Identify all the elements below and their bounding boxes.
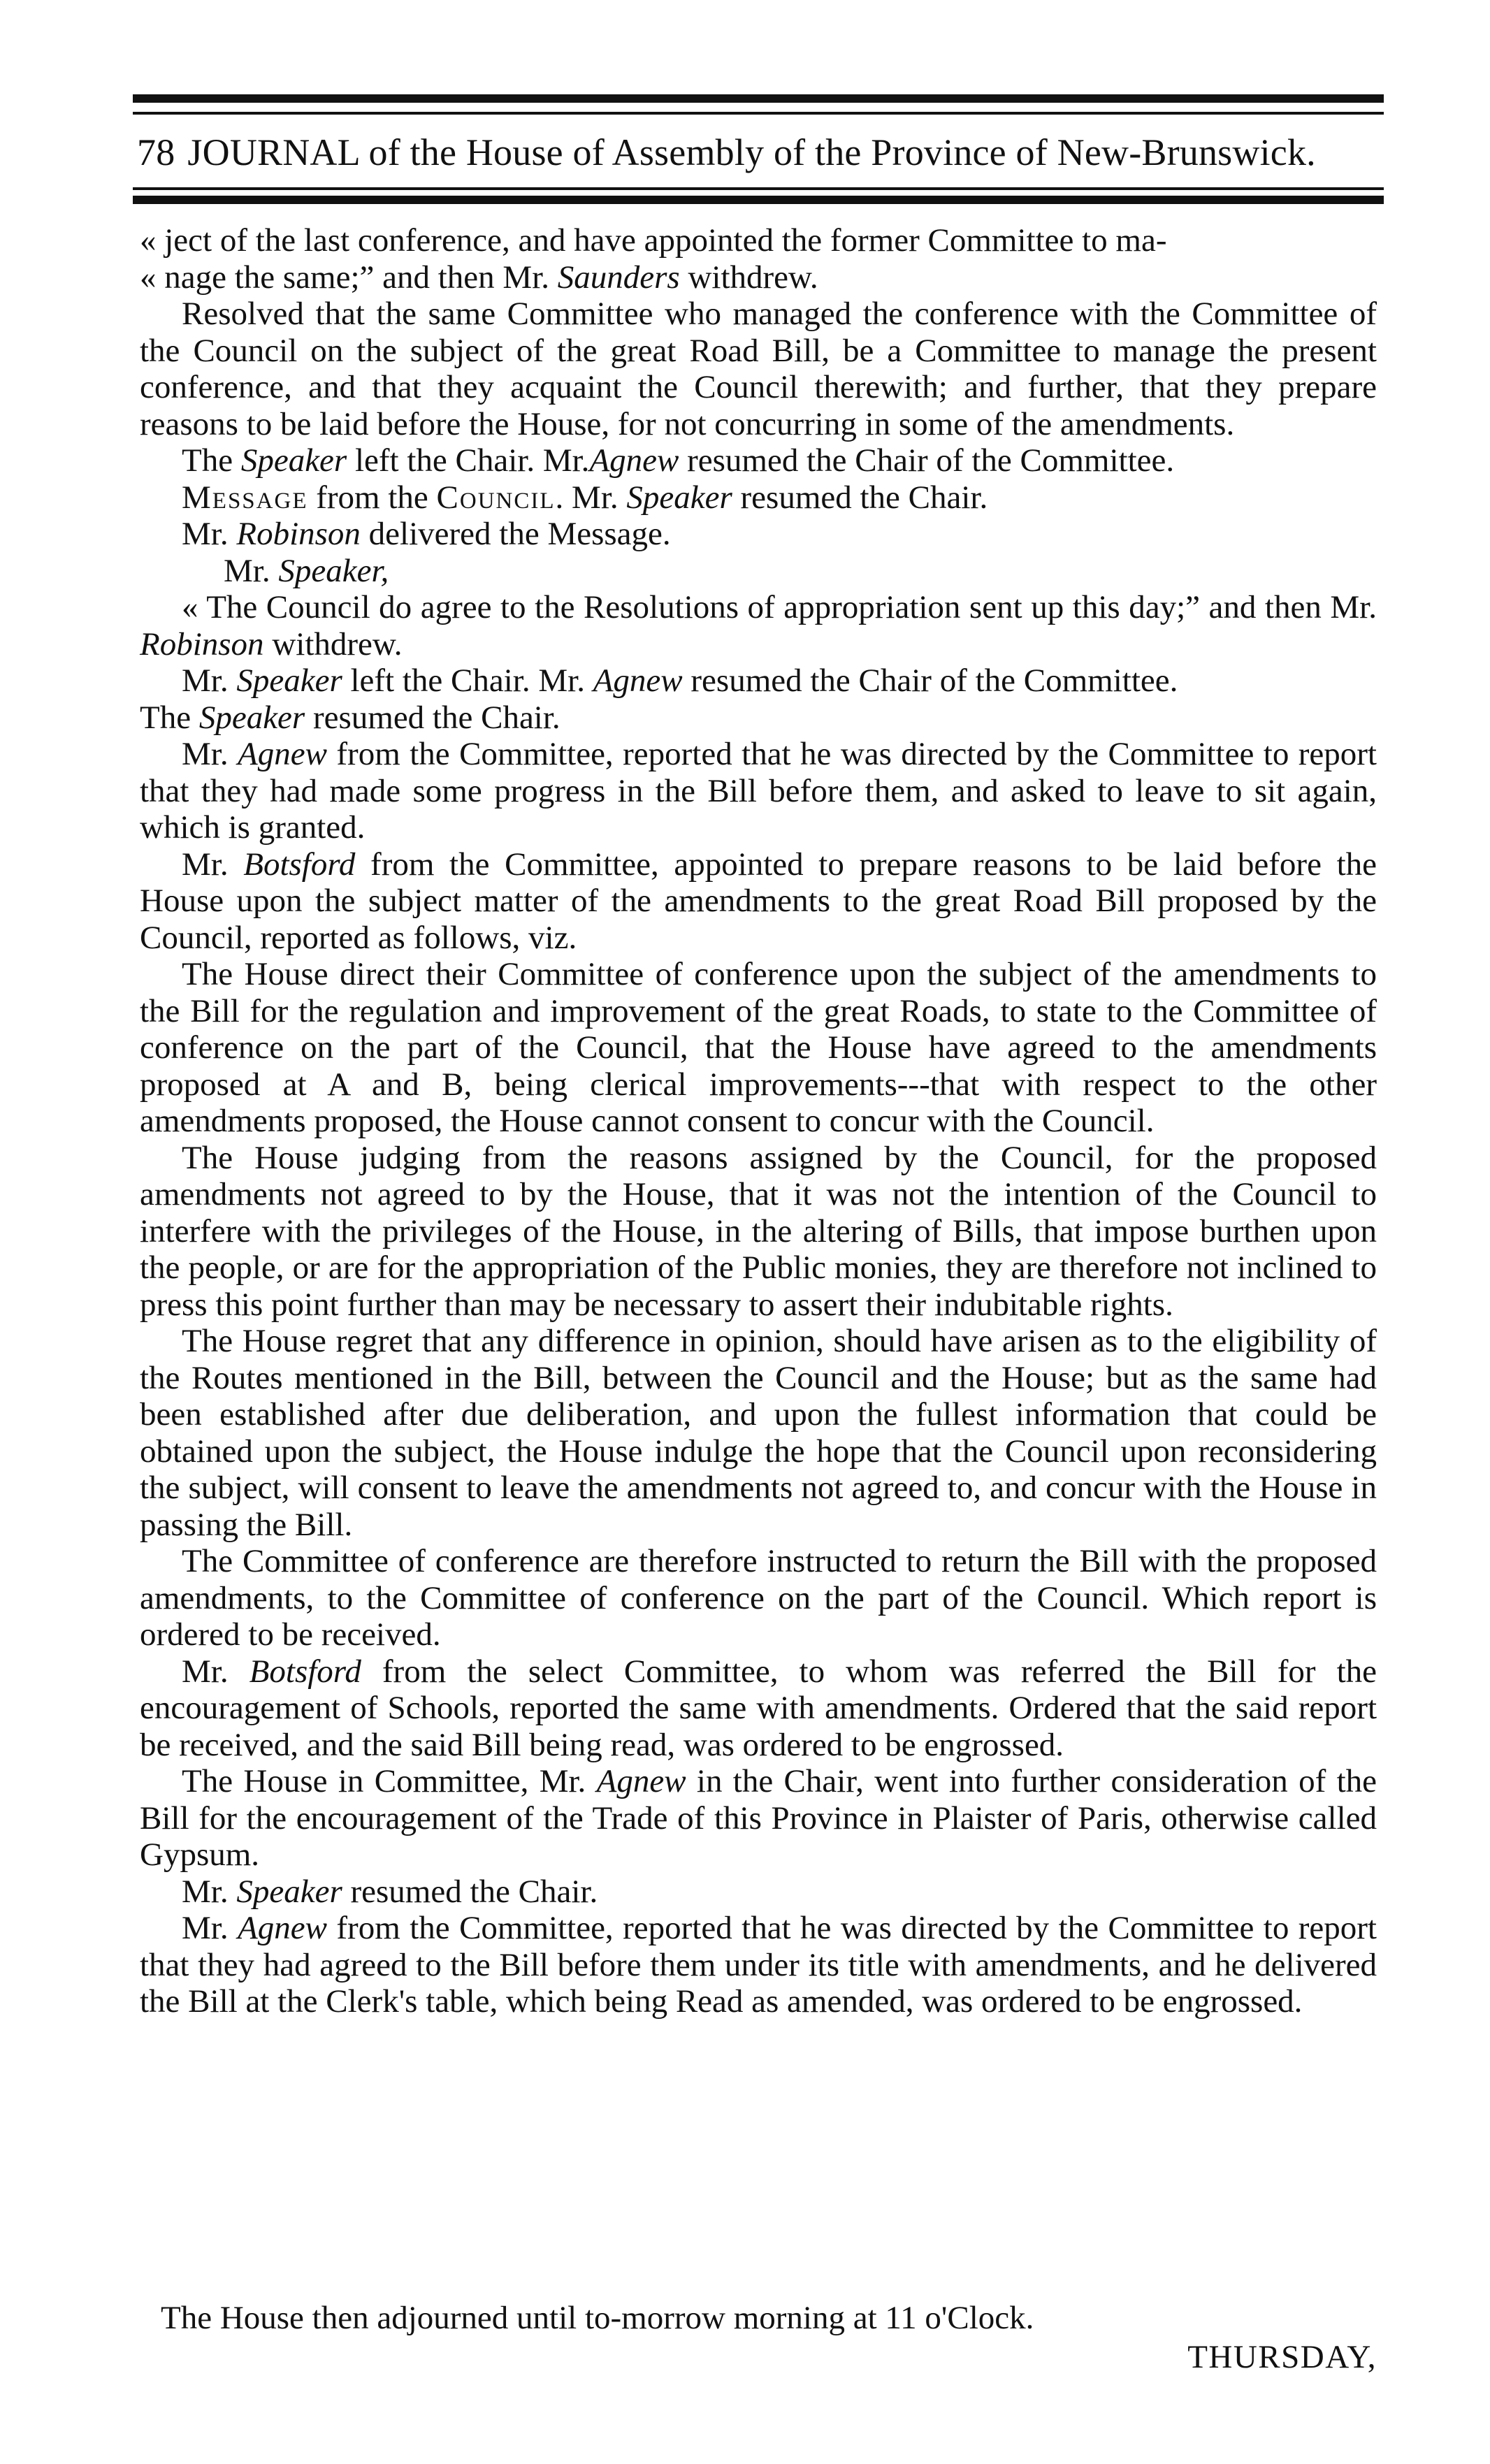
journal-paragraph (140, 956, 1377, 1140)
journal-paragraph (140, 442, 1377, 479)
paragraph-text: « nage the same;” and then Mr. (140, 259, 558, 296)
journal-paragraph (140, 222, 1377, 259)
paragraph-text: in the Chair, went into further consideration of the Bill for the encouragement of the Trade of this Province in Plaister of Paris, otherwise called Gypsum. (140, 1763, 1377, 1873)
paragraph-text: delivered the Message. (360, 516, 671, 552)
journal-paragraph (140, 296, 1377, 442)
name-italic: Robinson (236, 516, 361, 552)
paragraph-text: The Committee of conference are therefore instructed to return the Bill with the proposed amendments, to the Committee of conference on the part of the Council. Which report is ordered to be received. (140, 1543, 1377, 1653)
journal-paragraph (140, 846, 1377, 957)
name-italic: Speaker (198, 699, 305, 736)
name-italic: Robinson (140, 625, 264, 662)
paragraph-text: Resolved that the same Committee who managed the conference with the Committee of the Council on the subject of the great Road Bill, be a Committee to manage the present conference, and that they acquaint the Council therewith; and further, that they prepare reasons to be laid before the House, for not concurring in some of the amendments. (140, 296, 1377, 442)
name-italic: Speaker (240, 442, 347, 479)
paragraph-text: withdrew. (263, 625, 403, 662)
header-rule-thick-top (133, 94, 1384, 103)
journal-paragraph (140, 1140, 1377, 1324)
paragraph-text: . Mr. (555, 479, 627, 516)
paragraph-text: Mr. (182, 516, 237, 552)
journal-paragraph (140, 1763, 1377, 1874)
journal-paragraph (140, 589, 1377, 662)
journal-paragraph (140, 479, 1377, 516)
journal-paragraph (140, 1653, 1377, 1764)
journal-paragraph (140, 1874, 1377, 1911)
name-italic: Speaker (236, 1873, 342, 1910)
name-italic: Speaker (626, 479, 732, 516)
journal-paragraph (140, 1543, 1377, 1653)
paragraph-text: The House regret that any difference in opinion, should have arisen as to the eligibility of the Routes mentioned in the Bill, between the Council and the House; but as the same had been established after due deliberation, and upon the fullest information that could be obtained upon the subject, the House indulge the hope that the Council upon reconsidering the subject, will consent to leave the amendments not agreed to, and concur with the House in passing the Bill. (140, 1323, 1377, 1543)
journal-paragraph (140, 516, 1377, 553)
journal-paragraph (140, 1910, 1377, 2020)
name-italic: Speaker (236, 662, 342, 699)
journal-paragraph (140, 259, 1377, 296)
header-rule-thin-top (133, 112, 1384, 115)
paragraph-text: from the select Committee, to whom was referred the Bill for the encouragement of Schools, reported the same with amendments. Ordered that the said report be received, and the said Bill being read, was ordered to be engrossed. (140, 1653, 1377, 1763)
header-rule-thick-bottom (133, 196, 1384, 204)
paragraph-text: Mr. (182, 1910, 238, 1946)
running-title: JOURNAL of the House of Assembly of the Province of New-Brunswick. (187, 131, 1316, 173)
small-caps-text: Message (182, 479, 308, 516)
header-rule-thin-bottom (133, 187, 1384, 190)
paragraph-text: left the Chair. Mr. (342, 662, 593, 699)
name-italic: Saunders (557, 259, 680, 296)
paragraph-text: « ject of the last conference, and have appointed the former Committee to ma- (140, 222, 1167, 259)
journal-paragraph (140, 662, 1377, 700)
paragraph-text: Mr. (182, 846, 244, 883)
journal-paragraph (140, 736, 1377, 846)
paragraph-text: resumed the Chair of the Committee. (679, 442, 1175, 479)
journal-body (140, 222, 1377, 2020)
paragraph-text: from the Committee, reported that he was directed by the Committee to report that they had agreed to the Bill before them under its title with amendments, and he delivered the Bill at the Clerk's table, which being Read as amended, was ordered to be engrossed. (140, 1910, 1377, 2020)
paragraph-text: The House in Committee, Mr. (182, 1763, 597, 1799)
paragraph-text: from the Committee, reported that he was directed by the Committee to report that they had made some progress in the Bill before them, and asked to leave to sit again, which is granted. (140, 736, 1377, 846)
paragraph-text: The (140, 699, 199, 736)
paragraph-text: resumed the Chair. (342, 1873, 598, 1910)
small-caps-text: Council (436, 479, 556, 516)
paragraph-text: The House direct their Committee of conference upon the subject of the amendments to the Bill for the regulation and improvement of the great Roads, to state to the Committee of conference on the part of the Council, that the House have agreed to the amendments proposed at A and B, being clerical improvements---that with respect to the other amendments proposed, the House cannot consent to concur with the Council. (140, 956, 1377, 1139)
name-italic: Botsford (249, 1653, 361, 1690)
paragraph-text: Mr. (182, 1873, 237, 1910)
name-italic: Agnew (238, 736, 327, 772)
adjournment-line: The House then adjourned until to-morrow morning at 11 o'Clock. (161, 2300, 1034, 2336)
name-italic: Botsford (243, 846, 356, 883)
name-italic: Speaker, (278, 552, 389, 589)
name-italic: Agnew (238, 1910, 327, 1946)
paragraph-text: left the Chair. Mr. (347, 442, 590, 479)
name-italic: Agnew (589, 442, 679, 479)
page-number: 78 (137, 131, 175, 173)
journal-paragraph (140, 553, 1377, 590)
paragraph-text: from the (308, 479, 437, 516)
name-italic: Agnew (593, 662, 683, 699)
paragraph-text: Mr. (182, 1653, 249, 1690)
catchword: THURSDAY, (1187, 2339, 1377, 2375)
paragraph-text: Mr. (182, 736, 238, 772)
paragraph-text: Mr. (224, 552, 279, 589)
journal-paragraph (140, 700, 1377, 737)
paragraph-text: resumed the Chair. (732, 479, 988, 516)
paragraph-text: The (182, 442, 241, 479)
paragraph-text: The House judging from the reasons assigned by the Council, for the proposed amendments not agreed to by the House, that it was not the intention of the Council to interfere with the privileges of the House, in the altering of Bills, that impose burthen upon the people, or are for the appropriation of the Public monies, they are therefore not inclined to press this point further than may be necessary to assert their indubitable rights. (140, 1139, 1377, 1323)
running-header (137, 124, 1381, 180)
paragraph-text: resumed the Chair. (305, 699, 560, 736)
name-italic: Agnew (596, 1763, 686, 1799)
paragraph-text: withdrew. (679, 259, 818, 296)
paragraph-text: from the Committee, appointed to prepare reasons to be laid before the House upon the subject matter of the amendments to the great Road Bill proposed by the Council, reported as follows, viz. (140, 846, 1377, 956)
paragraph-text: Mr. (182, 662, 237, 699)
paragraph-text: resumed the Chair of the Committee. (682, 662, 1178, 699)
paragraph-text: « The Council do agree to the Resolutions of appropriation sent up this day;” and then Mr. (182, 589, 1377, 625)
journal-paragraph (140, 1323, 1377, 1543)
